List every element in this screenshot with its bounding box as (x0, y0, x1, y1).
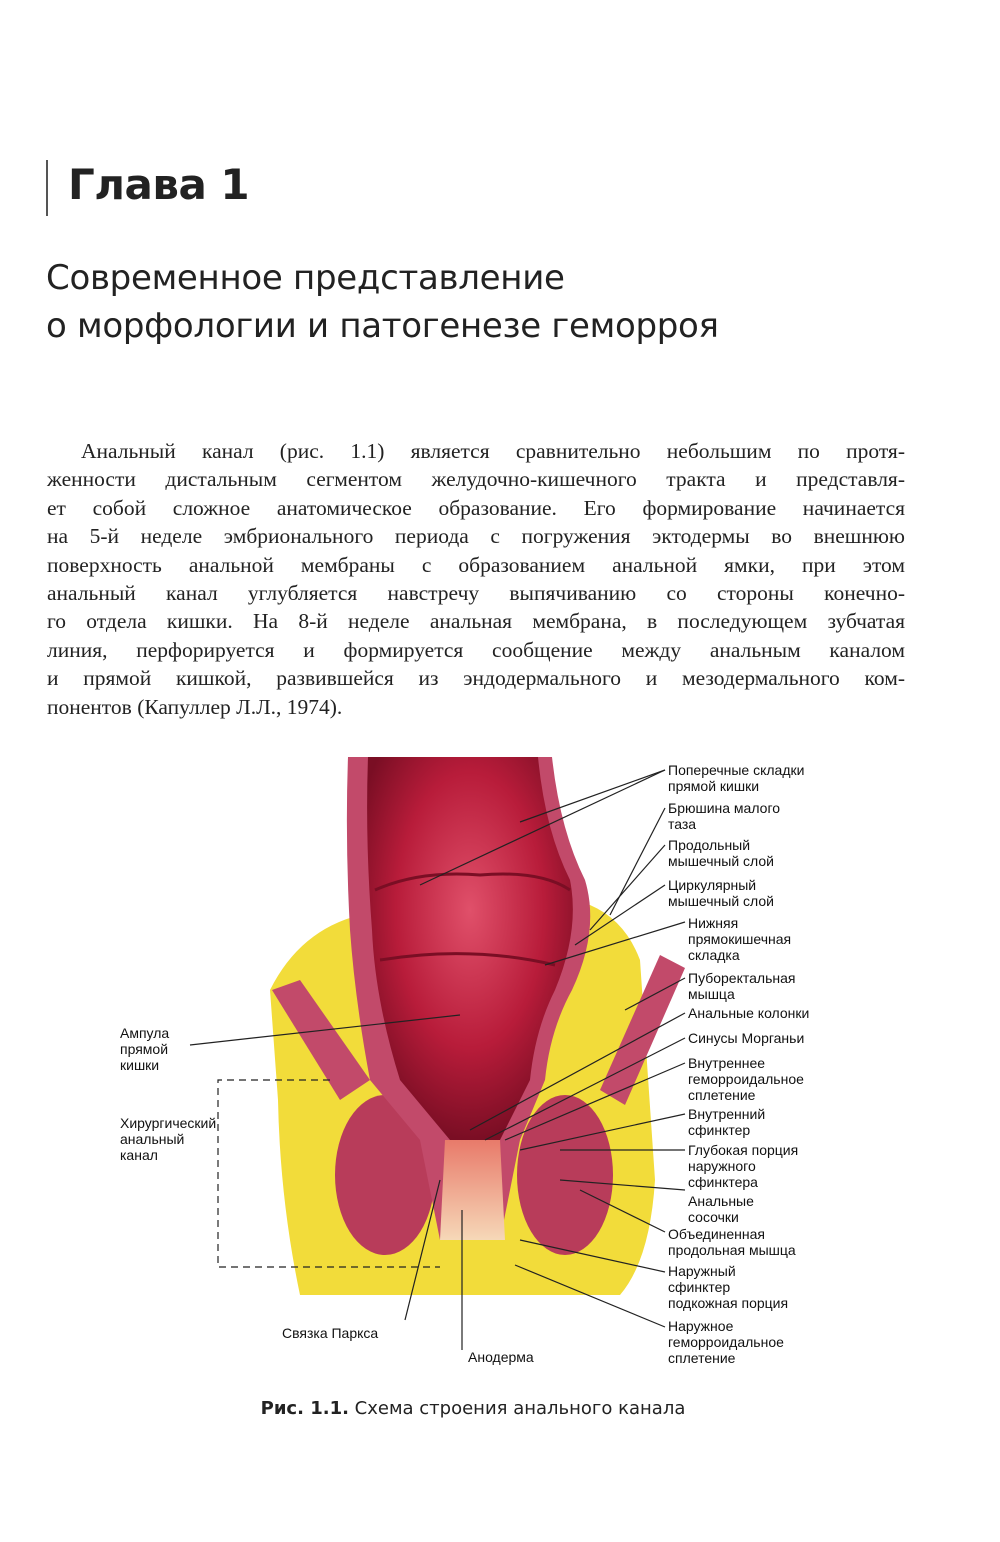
label-morgagni-sinuses: Синусы Морганьи (688, 1030, 805, 1046)
label-anoderm: Анодерма (468, 1349, 534, 1365)
label-anal-papillae: Анальные сосочки (688, 1193, 754, 1225)
label-deep-external-sphincter: Глубокая порция наружного сфинктера (688, 1142, 799, 1190)
caption-text: Схема строения анального канала (348, 1398, 686, 1419)
paragraph-line: поверхность анальной мембраны с образованием анальной ямки, при этом (47, 552, 905, 577)
paragraph-line: Анальный канал (рис. 1.1) является сравнительно небольшим по протя- (81, 439, 905, 463)
paragraph-line: и прямой кишкой, развившейся из эндодермального и мезодермального ком- (47, 666, 905, 691)
anoderm (440, 1140, 505, 1240)
paragraph-line: на 5-й неделе эмбрионального периода с погружения эктодермы во внешнюю (47, 524, 905, 549)
chapter-heading: Глава 1 (68, 160, 250, 209)
label-peritoneum: Брюшина малого таза (668, 800, 781, 832)
paragraph-line: анальный канал углубляется навстречу выпячиванию со стороны конечно- (47, 580, 905, 605)
label-surgical-anal-canal: Хирургический анальный канал (120, 1115, 217, 1163)
label-external-plexus: Наружное геморроидальное сплетение (668, 1318, 784, 1366)
label-puborectal-muscle: Пуборектальная мышца (688, 970, 796, 1002)
paragraph-line: линия, перфорируется и формируется сообщение между анальным каналом (47, 637, 905, 662)
paragraph-line: женности дистальным сегментом желудочно-кишечного тракта и представля- (47, 467, 905, 492)
paragraph-line: го отдела кишки. На 8-й неделе анальная мембрана, в последующем зубчатая (47, 609, 905, 634)
label-circular-layer: Циркулярный мышечный слой (668, 877, 774, 909)
label-conjoined-longitudinal-muscle: Объединенная продольная мышца (668, 1226, 796, 1258)
label-rectal-ampulla: Ампула прямой кишки (120, 1025, 170, 1073)
paragraph-line: ет собой сложное анатомическое образование. Его формирование начинается (47, 495, 905, 520)
external-sphincter-right (517, 1095, 613, 1255)
title-line: Современное представление (46, 258, 565, 298)
paragraph-line: понентов (Капуллер Л.Л., 1974). (47, 694, 343, 719)
figure-caption (0, 1398, 946, 1419)
caption-number: Рис. 1.1. (260, 1398, 349, 1419)
label-subcutaneous-external-sphincter: Наружный сфинктер подкожная порция (668, 1263, 789, 1311)
label-lower-rectal-fold: Нижняя прямокишечная складка (688, 915, 792, 963)
label-internal-sphincter: Внутренний сфинктер (688, 1106, 766, 1138)
label-anal-columns: Анальные колонки (688, 1005, 810, 1021)
label-internal-plexus: Внутреннее геморроидальное сплетение (688, 1055, 804, 1103)
label-longitudinal-layer: Продольный мышечный слой (668, 837, 774, 869)
label-transverse-folds: Поперечные складки прямой кишки (668, 762, 805, 794)
title-line: о морфологии и патогенезе геморроя (46, 306, 719, 346)
label-parks-ligament: Связка Паркса (282, 1325, 379, 1341)
